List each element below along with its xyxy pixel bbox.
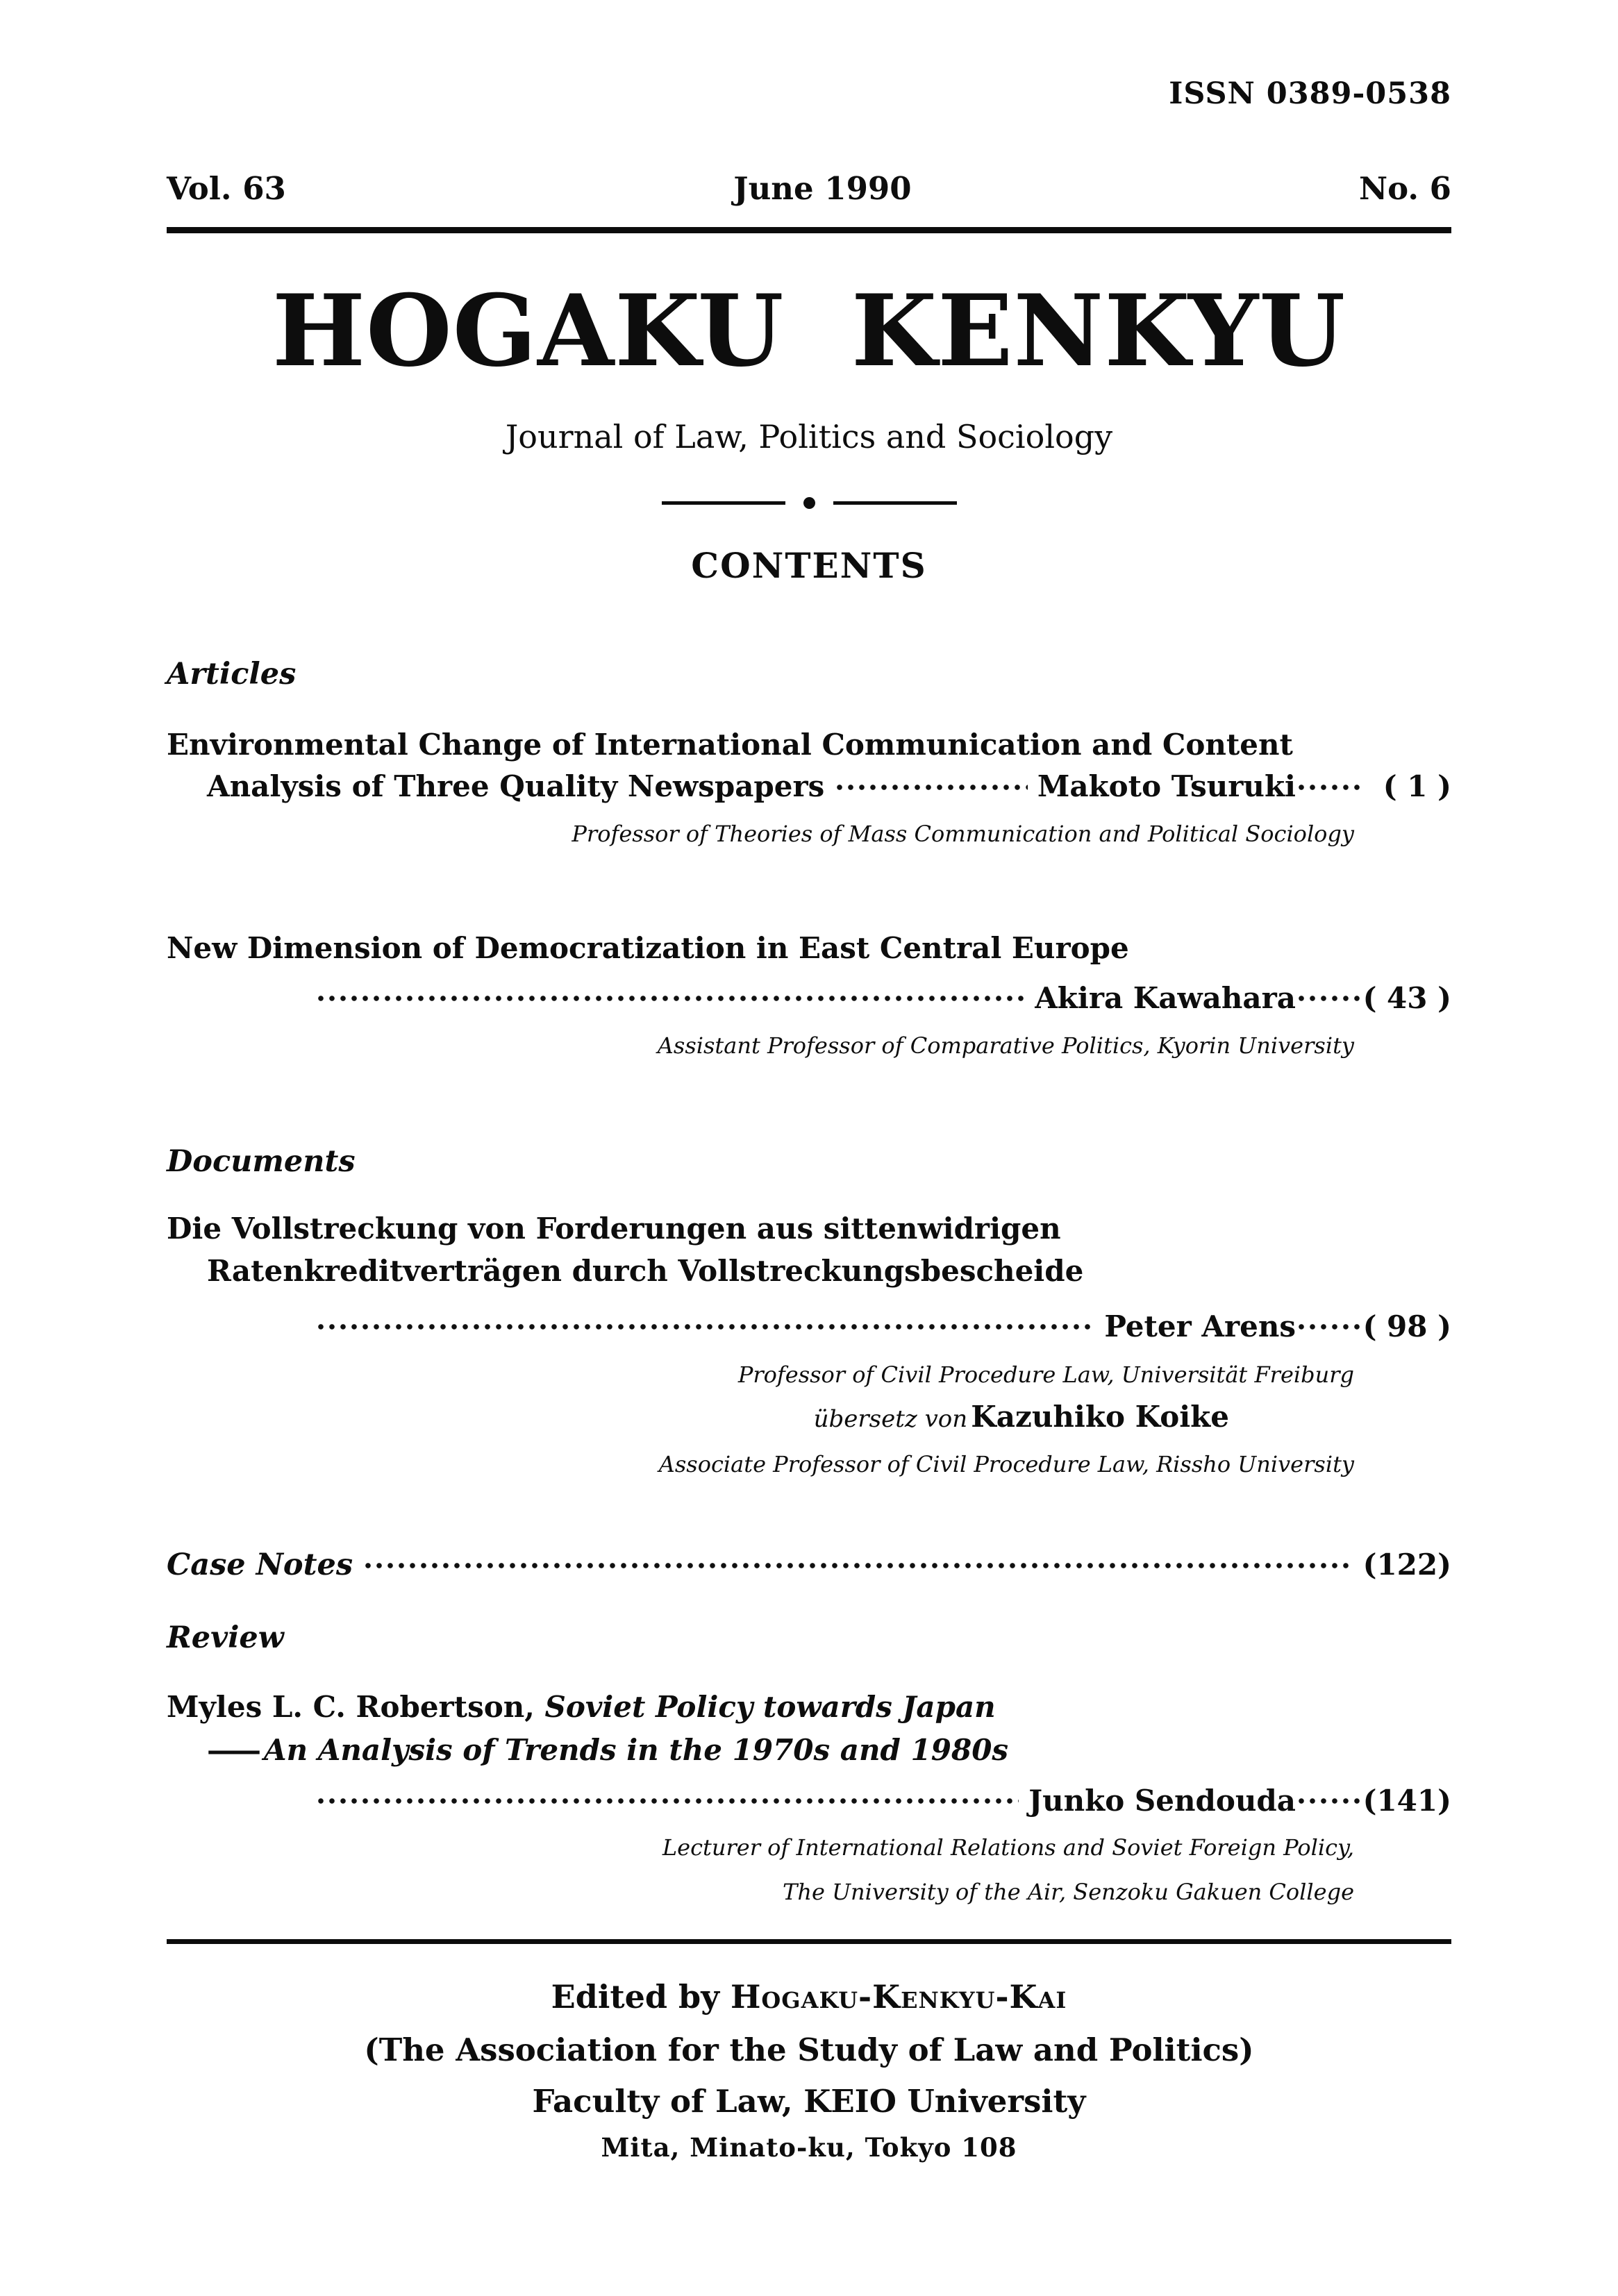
review-1-author-row xyxy=(167,1784,1451,1818)
contents-heading: CONTENTS xyxy=(691,545,927,587)
journal-subtitle: Journal of Law, Politics and Sociology xyxy=(505,417,1113,455)
case-notes-row xyxy=(167,1548,1451,1584)
review-1-book-title: Soviet Policy towards Japan xyxy=(544,1689,996,1724)
divider-line-left xyxy=(662,501,785,505)
document-1-page: ( 98 ) xyxy=(1362,1309,1451,1343)
association-line: (The Association for the Study of Law and Politics) xyxy=(364,2031,1254,2068)
dot-leader xyxy=(315,994,1025,1003)
article-1-title-line2: Analysis of Three Quality Newspapers xyxy=(207,769,825,804)
dot-leader xyxy=(362,1561,1353,1570)
divider-line-right xyxy=(833,501,957,505)
dot-leader-short xyxy=(1296,783,1362,791)
article-2-title: New Dimension of Democratization in East Central Europe xyxy=(167,930,1129,965)
document-1-translator-credit: Associate Professor of Civil Procedure Law, Rissho University xyxy=(658,1450,1354,1477)
translator-prefix: übersetz von xyxy=(813,1405,968,1434)
article-2-author: Akira Kawahara xyxy=(1035,981,1296,1016)
article-2-author-credit: Assistant Professor of Comparative Politics, Kyorin University xyxy=(657,1032,1354,1059)
volume-label: Vol. 63 xyxy=(167,170,286,208)
edited-by-prefix: Edited by xyxy=(551,1978,731,2016)
issue-number: No. 6 xyxy=(1358,170,1451,208)
document-1-author: Peter Arens xyxy=(1104,1309,1296,1343)
faculty-line: Faculty of Law, KEIO University xyxy=(532,2082,1086,2120)
case-notes-page: (122) xyxy=(1362,1548,1451,1582)
dot-leader-short xyxy=(1296,994,1362,1003)
issue-date: June 1990 xyxy=(733,170,912,208)
review-1-reviewed-author: Myles L. C. Robertson, xyxy=(167,1689,545,1724)
document-1-title-line2: Ratenkreditverträgen durch Vollstreckungsbescheide xyxy=(207,1253,1084,1288)
document-1-title-line1: Die Vollstreckung von Forderungen aus sittenwidrigen xyxy=(167,1212,1061,1246)
case-notes-label: Case Notes xyxy=(167,1547,353,1582)
article-1-page: ( 1 ) xyxy=(1383,769,1451,804)
divider-dot xyxy=(803,497,815,509)
document-1-translator-line xyxy=(167,1400,1451,1434)
review-1-title-line2 xyxy=(167,1733,1451,1768)
review-1-title-line1 xyxy=(167,1690,1451,1725)
edited-by-line xyxy=(167,1979,1451,2016)
review-1-author-credit-line2: The University of the Air, Senzoku Gakuen College xyxy=(783,1879,1354,1906)
article-1-author-credit: Professor of Theories of Mass Communication and Political Sociology xyxy=(572,820,1354,847)
issue-info-line xyxy=(167,171,1451,206)
section-heading-articles: Articles xyxy=(167,657,297,692)
article-1-title-line2-row xyxy=(167,769,1451,804)
top-rule xyxy=(167,227,1451,233)
article-2-page: ( 43 ) xyxy=(1362,981,1451,1016)
dot-leader xyxy=(315,1797,1019,1805)
review-1-page: (141) xyxy=(1362,1783,1451,1818)
review-1-book-subtitle: An Analysis of Trends in the 1970s and 1980s xyxy=(264,1733,1009,1768)
document-1-author-row xyxy=(167,1309,1451,1344)
section-heading-documents: Documents xyxy=(167,1143,356,1179)
section-heading-review: Review xyxy=(167,1620,284,1656)
issn-number: ISSN 0389-0538 xyxy=(1169,76,1451,111)
dot-leader xyxy=(834,783,1028,791)
translator-name: Kazuhiko Koike xyxy=(971,1400,1229,1434)
review-1-author: Junko Sendouda xyxy=(1028,1783,1296,1818)
dot-leader-short xyxy=(1296,1797,1362,1805)
article-1-title-line1: Environmental Change of International Communication and Content xyxy=(167,727,1293,762)
ornament-divider xyxy=(167,497,1451,509)
em-dash: —— xyxy=(207,1733,257,1768)
article-2-author-row xyxy=(167,981,1451,1016)
address-line: Mita, Minato-ku, Tokyo 108 xyxy=(601,2132,1017,2163)
dot-leader xyxy=(315,1323,1094,1331)
review-1-author-credit-line1: Lecturer of International Relations and Soviet Foreign Policy, xyxy=(662,1834,1354,1861)
journal-title: HOGAKU KENKYU xyxy=(272,273,1346,389)
bottom-rule xyxy=(167,1939,1451,1944)
editor-organization: Hogaku-Kenkyu-Kai xyxy=(730,1978,1067,2016)
dot-leader-short xyxy=(1296,1323,1362,1331)
document-1-author-credit: Professor of Civil Procedure Law, Universität Freiburg xyxy=(737,1361,1354,1389)
article-1-author: Makoto Tsuruki xyxy=(1037,769,1296,804)
